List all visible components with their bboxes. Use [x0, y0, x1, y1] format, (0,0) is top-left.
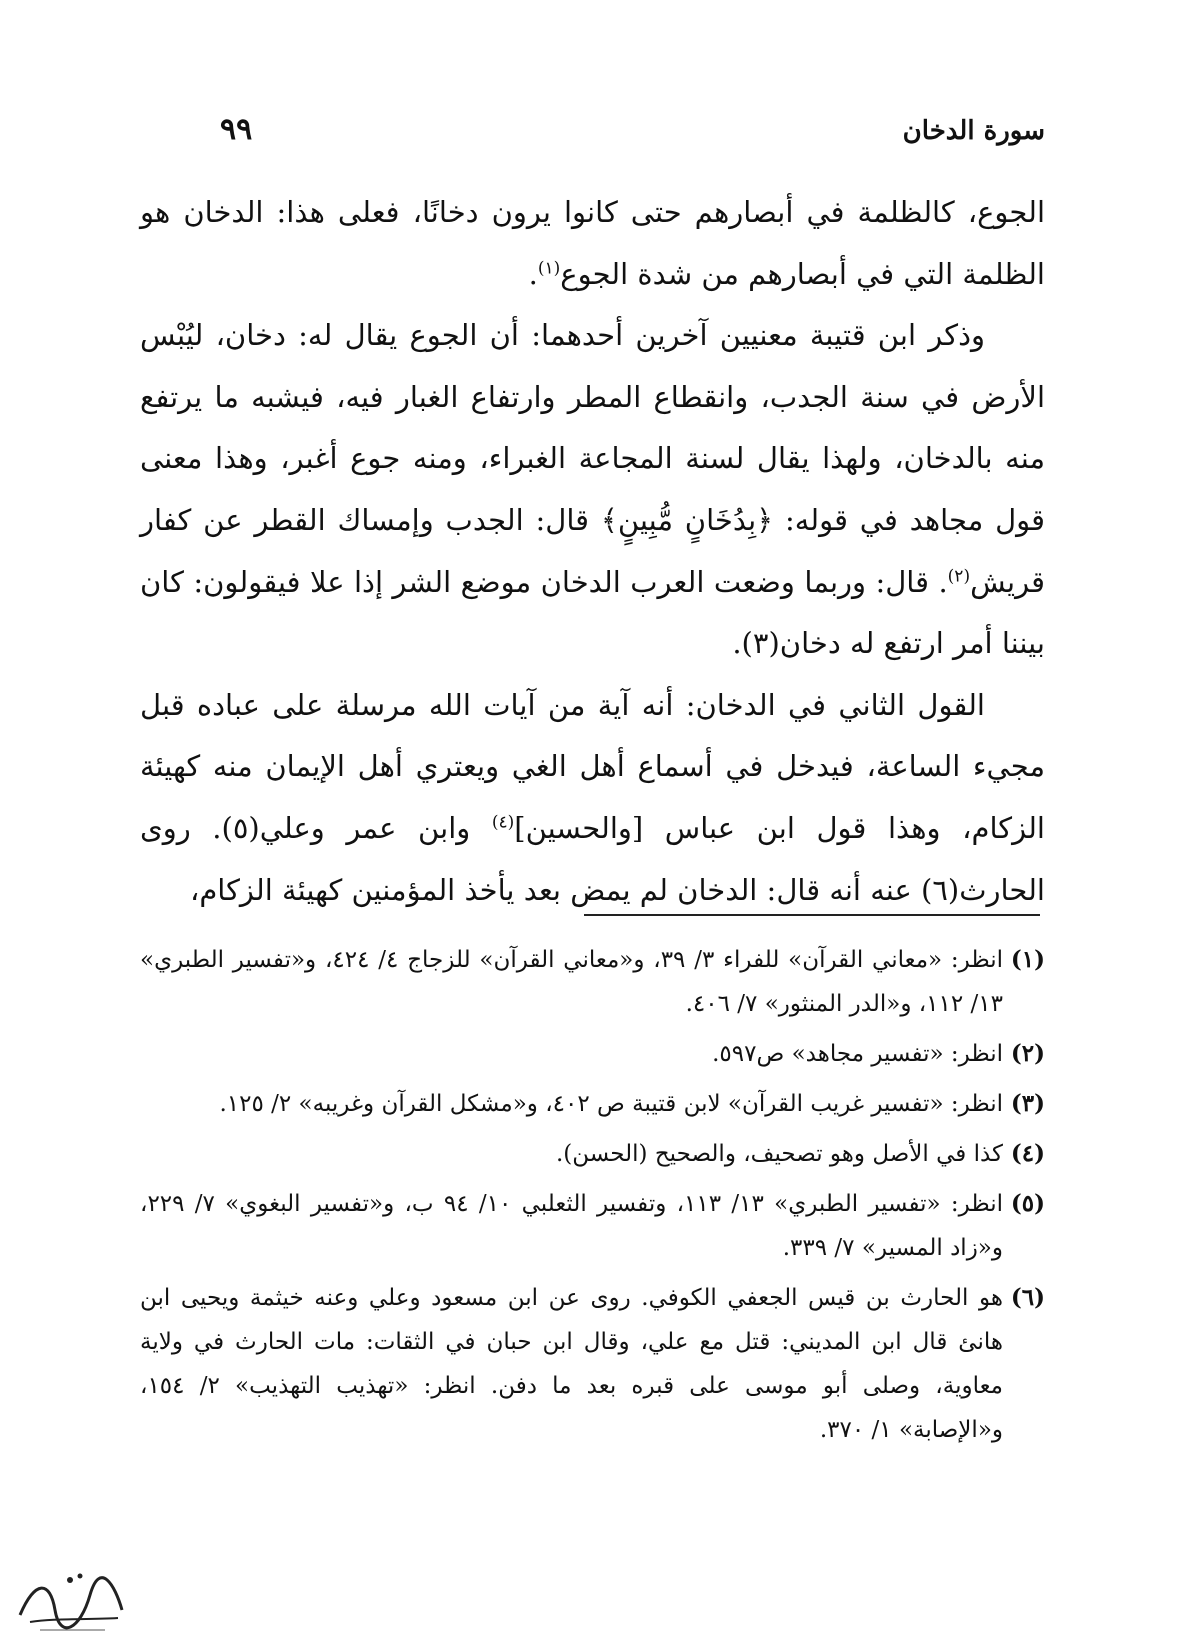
- footnotes: [140, 938, 1045, 1458]
- footnote-text: انظر: «معاني القرآن» للفراء ٣/ ٣٩، و«معاني القرآن» للزجاج ٤/ ٤٢٤، و«تفسير الطبري» ١٣/ ١١٢، و«الدر المنثور» ٧/ ٤٠٦.: [140, 947, 1004, 1017]
- footnote-number: (٤): [1010, 1140, 1045, 1167]
- footnote-number: (٢): [1010, 1040, 1045, 1067]
- footnote-divider: [584, 914, 1040, 916]
- footnote-2: [140, 1032, 1045, 1076]
- footnote-text: انظر: «تفسير مجاهد» ص٥٩٧.: [712, 1041, 1003, 1067]
- paragraph-text: الجوع، كالظلمة في أبصارهم حتى كانوا يرون دخانًا، فعلى هذا: الدخان هو الظلمة التي في أبصارهم من شدة الجوع: [140, 195, 1045, 291]
- footnote-5: [140, 1182, 1045, 1270]
- footnote-number: (٦): [1010, 1284, 1045, 1311]
- footnote-number: (٥): [1010, 1190, 1046, 1217]
- paragraph-text: . قال: وربما وضعت العرب الدخان موضع الشر إذا علا فيقولون: كان بيننا أمر ارتفع له دخان(٣).: [140, 564, 1045, 661]
- paragraph-text: وابن عمر وعلي(٥). روى الحارث(٦) عنه أنه قال: الدخان لم يمض بعد يأخذ المؤمنين كهيئة الزكام،: [140, 810, 1045, 907]
- paragraph-2: [140, 305, 1045, 675]
- paragraph-3: [140, 675, 1045, 921]
- footnote-6: [140, 1276, 1045, 1452]
- footnote-ref: (٢): [947, 565, 971, 586]
- page-number: ٩٩: [220, 112, 253, 147]
- paragraph-text: وذكر ابن قتيبة معنيين آخرين أحدهما: أن الجوع يقال له: دخان، ليُبْس الأرض في سنة الجدب، وانقطاع المطر وارتفاع الغبار فيه، فيشبه ما يرتفع منه بالدخان، ولهذا يقال لسنة المجاعة الغبراء، ومنه جوع أغبر، وهذا معنى قول مجاهد في قوله: ﴿بِدُخَانٍ مُّبِينٍ﴾ قال: الجدب وإمساك القطر عن كفار قريش: [140, 318, 1045, 599]
- footnote-text: انظر: «تفسير الطبري» ١٣/ ١١٣، وتفسير الثعلبي ١٠/ ٩٤ ب، و«تفسير البغوي» ٧/ ٢٢٩، و«زاد المسير» ٧/ ٣٣٩.: [140, 1191, 1004, 1261]
- footnote-number: (٣): [1010, 1090, 1045, 1117]
- paragraph-text: .: [528, 256, 538, 291]
- paragraph-1: [140, 182, 1045, 305]
- footnote-text: انظر: «تفسير غريب القرآن» لابن قتيبة ص ٤٠٢، و«مشكل القرآن وغريبه» ٢/ ١٢٥.: [219, 1091, 1003, 1117]
- footnote-number: (١): [1010, 946, 1046, 973]
- footnote-text: كذا في الأصل وهو تصحيف، والصحيح (الحسن).: [556, 1141, 1003, 1167]
- paragraph-text: القول الثاني في الدخان: أنه آية من آيات الله مرسلة على عباده قبل مجيء الساعة، فيدخل في أسماع أهل الغي ويعتري أهل الإيمان منه كهيئة الزكام، وهذا قول ابن عباس [والحسين]: [140, 687, 1045, 845]
- footnote-1: [140, 938, 1045, 1026]
- footnote-ref: (١): [537, 257, 561, 278]
- footnote-ref: (٤): [491, 812, 515, 833]
- main-text: [140, 182, 1045, 921]
- surah-title: سورة الدخان: [902, 116, 1045, 146]
- footnote-text: هو الحارث بن قيس الجعفي الكوفي. روى عن ابن مسعود وعلي وعنه خيثمة ويحيى ابن هانئ قال ابن المديني: قتل مع علي، وقال ابن حبان في الثقات: مات الحارث في ولاية معاوية، وصلى أبو موسى على قبره بعد ما دفن. انظر: «تهذيب التهذيب» ٢/ ١٥٤، و«الإصابة» ١/ ٣٧٠.: [140, 1285, 1003, 1443]
- footnote-3: [140, 1082, 1045, 1126]
- publisher-logo-icon: [10, 1560, 130, 1640]
- page-header: [140, 112, 1045, 162]
- footnote-4: [140, 1132, 1045, 1176]
